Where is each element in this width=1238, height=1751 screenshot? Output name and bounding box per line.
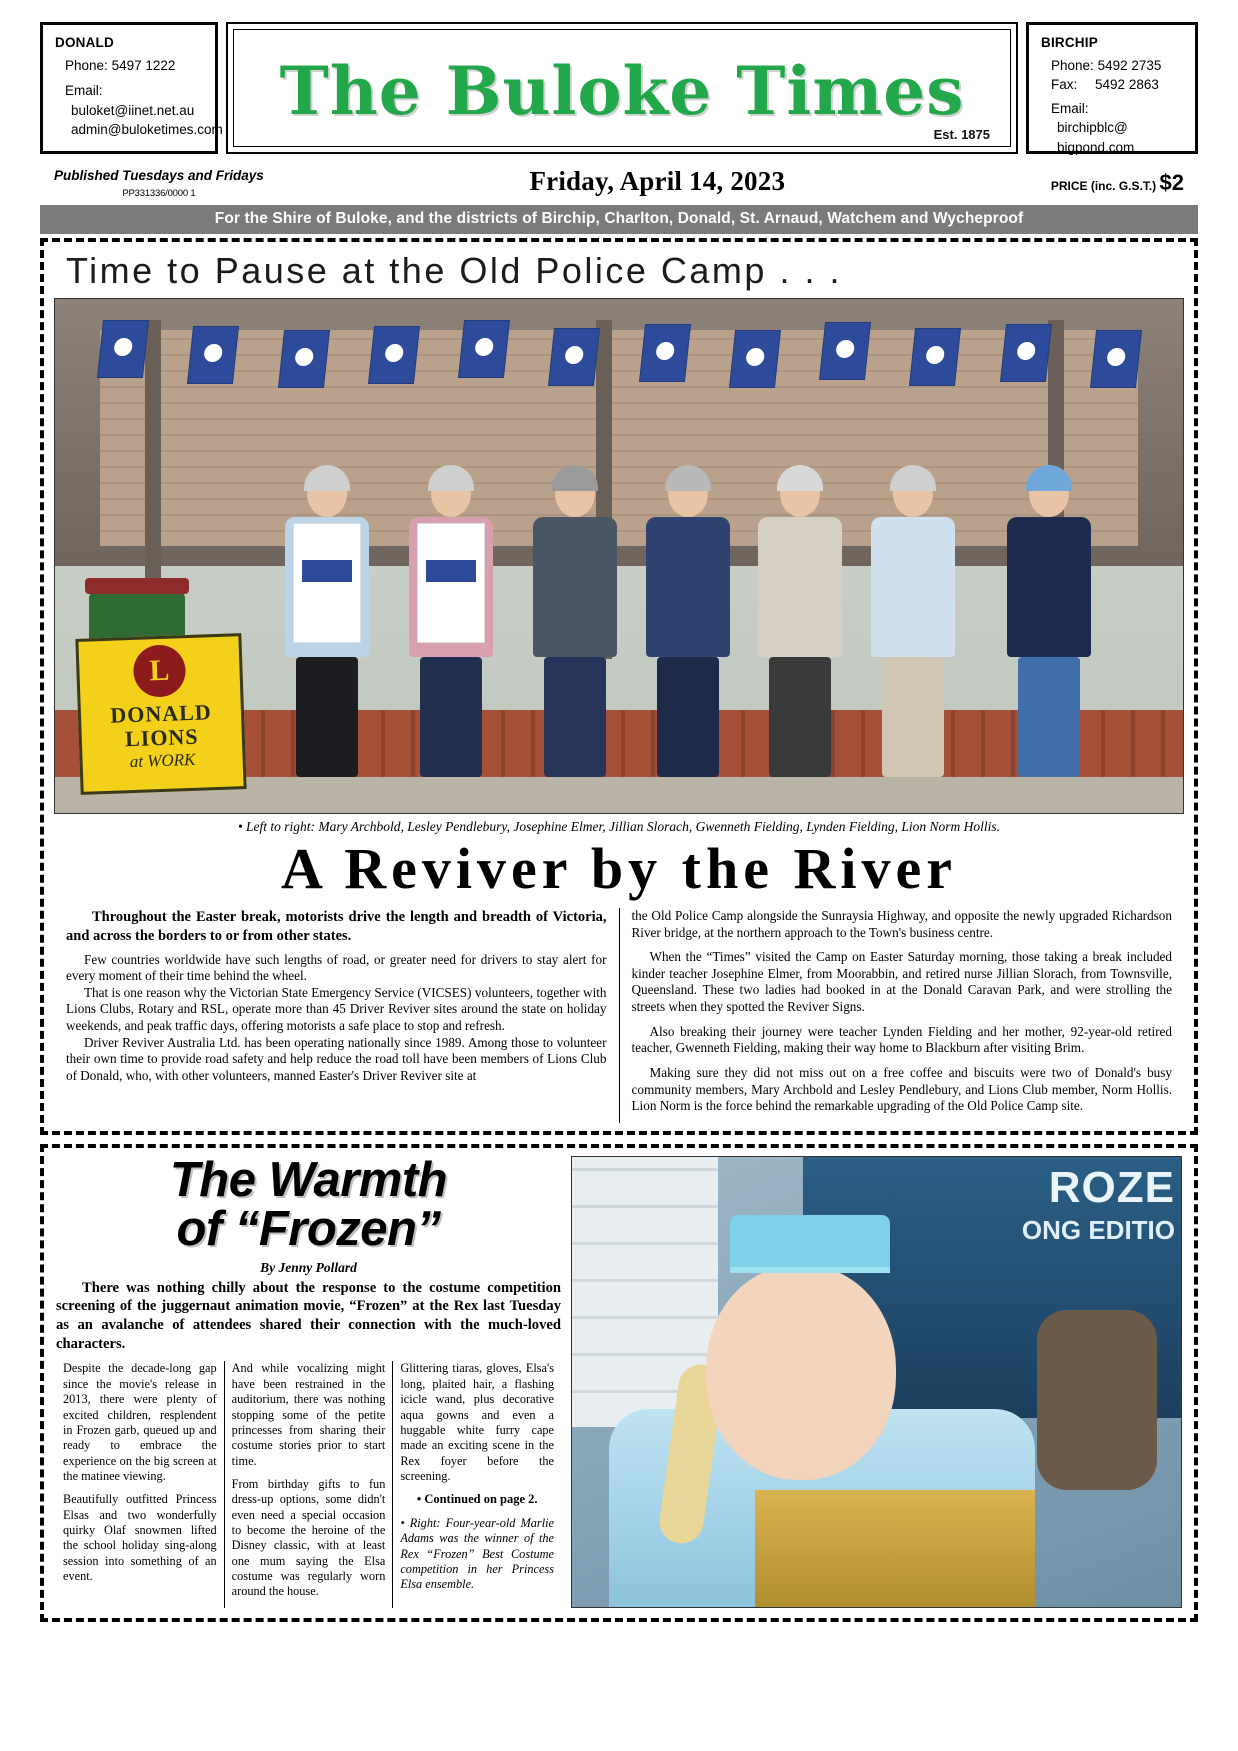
second-story-photo-wrap [571,1156,1182,1608]
second-column-1 [56,1361,225,1607]
birchip-fax-line [1041,75,1185,95]
second-headline-line2: of “Frozen” [176,1201,441,1256]
established-text: Est. 1875 [933,127,990,142]
second-column-3 [393,1361,561,1607]
date-strip [40,154,1198,205]
photo-person [529,471,621,777]
body-paragraph: Despite the decade-long gap since the movie's release in 2013, there were plenty of excited children, resplendent in Frozen garb, queued up and ready to embrace the experience on the big screen at the matinee viewing. [63,1361,217,1483]
email-label: Email: [65,83,103,99]
issue-date: Friday, April 14, 2023 [529,166,786,196]
price-block [1051,170,1184,199]
fax-label: Fax: [1051,77,1078,93]
body-paragraph: And while vocalizing might have been restrained in the auditorium, there was nothing stopping some of the petite princesses from sharing their costume stories prior to start time. [231,1361,386,1468]
donald-email-1: buloket@iinet.net.au [71,102,195,118]
lead-headline: A Reviver by the River [281,836,957,901]
masthead [40,22,1198,154]
second-lead-paragraph: There was nothing chilly about the response to the costume competition screening of the juggernaut animation movie, “Frozen” at the Rex last Tuesday as an avalanche of attendees shared their connection with the much-loved characters. [56,1279,561,1352]
second-photo-caption: • Right: Four-year-old Marlie Adams was the winner of the Rex “Frozen” Best Costume competition in her Princess Elsa ensemble. [400,1515,555,1592]
lead-story-box [40,238,1198,1135]
photo-child-face [706,1265,896,1480]
body-paragraph: That is one reason why the Victorian State Emergency Service (VICSES) volunteers, together with Lions Clubs, Rotary and RSL, operate more than 45 Driver Reviver sites around the state on holiday weekends, and peak traffic days, offering motorists a safe place to stop and refresh. [66,984,607,1034]
second-headline-line1: The Warmth [169,1152,448,1207]
photo-person [642,471,734,777]
lead-column-right [620,908,1185,1123]
donald-phone-line [55,56,205,76]
poster-subtitle-text: ONG EDITIO [1021,1214,1175,1245]
publication-frequency [54,168,264,199]
contact-town-label: DONALD [55,35,114,50]
lead-story-columns [54,908,1184,1123]
second-story-text [56,1152,561,1608]
photo-lions-sign: L DONALD LIONS at WORK [75,634,246,796]
birchip-email-1: birchipblc@ [1057,120,1128,136]
continued-note: • Continued on page 2. [416,1492,538,1507]
phone-label: Phone: [65,57,108,73]
coverage-banner: For the Shire of Buloke, and the districts of Birchip, Charlton, Donald, St. Arnaud, Watchem and Wycheproof [40,205,1198,234]
photo-child-tiara [730,1215,890,1273]
masthead-title-box [226,22,1018,154]
fax-value: 5492 2863 [1095,77,1159,93]
photo-person [754,471,846,777]
phone-value: 5492 2735 [1097,57,1162,73]
birchip-phone-line [1041,56,1185,76]
body-paragraph: the Old Police Camp alongside the Sunraysia Highway, and opposite the newly upgraded Richardson River bridge, at the northern approach to the Town's business centre. [631,907,1172,940]
birchip-email-2: bigpond.com [1057,139,1135,155]
poster-title-text: ROZE [1048,1162,1175,1212]
photo-person [867,471,959,777]
body-paragraph: Beautifully outfitted Princess Elsas and two wonderfully quirky Olaf snowmen lifted the school holiday sing-along session into something of an event. [63,1492,217,1584]
photo-person [405,471,497,777]
photo-person [1003,471,1095,777]
phone-label: Phone: [1051,57,1094,73]
second-story-layout [56,1152,1182,1608]
lead-story-photo [54,298,1184,814]
poster-reindeer-figure [1037,1310,1157,1490]
body-paragraph: Also breaking their journey were teacher Lynden Fielding and her mother, 92-year-old retired teacher, Gwenneth Fielding, making their way home to Blackburn after visiting Brim. [631,1023,1172,1056]
phone-value: 5497 1222 [111,57,176,73]
second-story-byline: By Jenny Pollard [260,1259,357,1275]
photo-bunting [55,320,1183,390]
lead-column-left [54,908,620,1123]
price-label: PRICE (inc. G.S.T.) [1050,179,1157,193]
second-story-box [40,1144,1198,1622]
body-paragraph: Glittering tiaras, gloves, Elsa's long, plaited hair, a flashing icicle wand, plus decorative aqua gowns and even a huggable white furry cape made an exciting scene in the Rex foyer before the screening. [400,1361,555,1483]
body-paragraph: From birthday gifts to fun dress-up options, some didn't even need a special occasion to become the heroine of the Disney classic, with at least one mum saying the Elsa costume was regularly worn around the house. [231,1476,386,1599]
email-label: Email: [1051,100,1089,116]
photo-person [281,471,373,777]
published-text: Published Tuesdays and Fridays [54,168,264,184]
contact-town-label: BIRCHIP [1041,35,1098,50]
body-paragraph: When the “Times” visited the Camp on Easter Saturday morning, those taking a break included kinder teacher Josephine Elmer, from Moorabbin, and retired nurse Jillian Slorach, from Townsville, Queensland. These two ladies had booked in at the Donald Caravan Park, and were strolling the streets when they spotted the Reviver Signs. [631,949,1172,1015]
second-story-columns [56,1361,561,1607]
publication-id: PP331336/0000 1 [122,187,196,199]
lead-story-kicker: Time to Pause at the Old Police Camp . . . [66,250,842,291]
lead-paragraph: Throughout the Easter break, motorists drive the length and breadth of Victoria, and across the borders to or from other states. [66,908,607,944]
contact-box-birchip [1026,22,1198,154]
body-paragraph: Making sure they did not miss out on a free coffee and biscuits were two of Donald's busy community members, Mary Archbold and Lesley Pendlebury, and Lions Club member, Norm Hollis. Lion Norm is the force behind the remarkable upgrading of the Old Police Camp site. [631,1064,1172,1114]
second-column-2 [225,1361,394,1607]
frozen-photo [571,1156,1182,1608]
contact-box-donald [40,22,223,154]
body-paragraph: Few countries worldwide have such lengths of road, or greater need for drivers to stay alert for every moment of their time behind the wheel. [66,951,607,984]
photo-gift-box [755,1490,1035,1607]
donald-email-2: admin@buloketimes.com [71,122,223,138]
body-paragraph: Driver Reviver Australia Ltd. has been operating nationally since 1989. Among those to volunteer their own time to provide road safety and help reduce the road toll have been members of Lions Club of Donald, who, with other volunteers, manned Easter's Driver Reviver site at [66,1034,607,1083]
lead-photo-caption: • Left to right: Mary Archbold, Lesley Pendlebury, Josephine Elmer, Jillian Slorach, Gwenneth Fielding, Lynden Fielding, Lion Norm Hollis. [237,819,1001,834]
price-amount: $2 [1159,170,1184,195]
page-title: The Buloke Times [279,52,965,130]
